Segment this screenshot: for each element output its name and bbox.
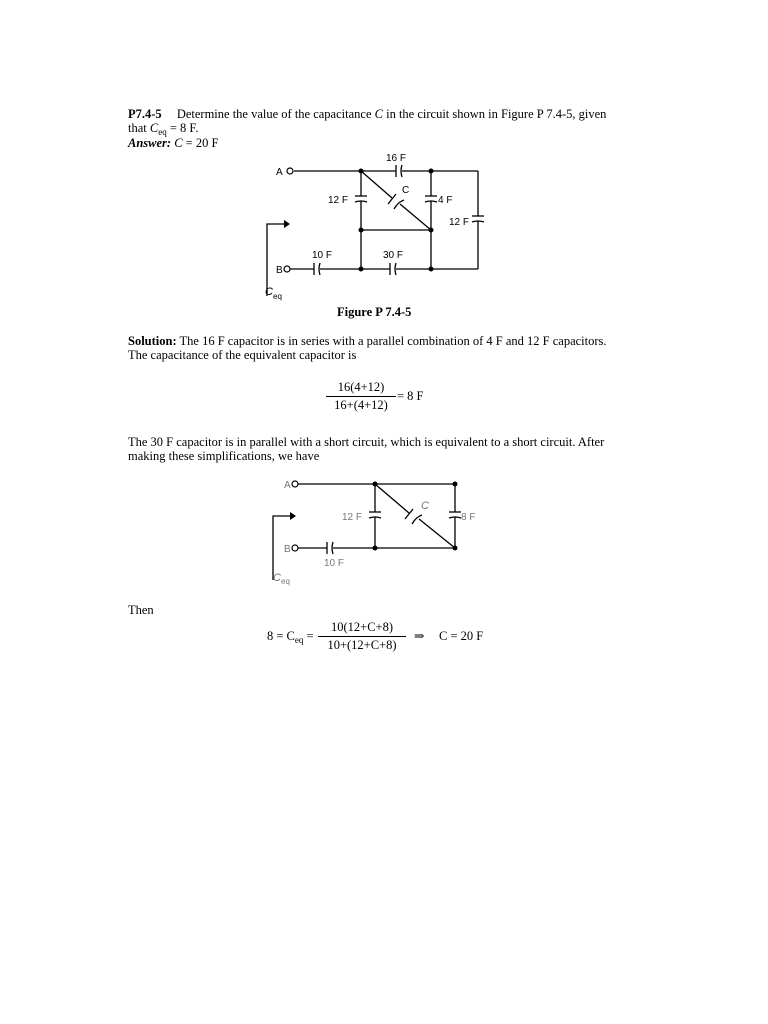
equation-2-fraction [318,620,406,653]
problem-var-c: C [374,107,383,121]
fig1-ceq-sub: eq [273,292,282,301]
fig1-cap-c: C [402,185,410,196]
equation-1-fraction [326,380,396,413]
fig2-node-a: A [284,480,291,491]
problem-ceq: C [149,121,159,135]
eq2-lhs [267,630,314,647]
answer-label: Answer: [128,136,172,150]
eq2-lhs-main: 8 = C [267,629,295,643]
fig1-cap-30: 30 F [383,250,404,261]
eq2-denominator: 10+(12+C+8) [327,638,397,652]
eq2-lhs-sub: eq [294,635,304,645]
eq1-numerator: 16(4+12) [337,380,385,394]
fig2-cap-8: 8 F [461,512,476,523]
circuit-figure-1 [250,146,500,306]
fig1-node-a: A [276,167,283,178]
problem-line-1 [128,108,606,121]
fig1-node-b: B [276,265,283,276]
answer-line [128,137,218,150]
fig1-cap-4: 4 F [438,195,453,206]
problem-text-3b: = 8 F. [166,121,199,135]
fig1-cap-12-left: 12 F [328,195,349,206]
ceq-arrow-head-2 [290,512,296,520]
fig2-cap-c: C [421,500,429,512]
problem-text-1: Determine the value of the capacitance [176,107,375,121]
eq2-equals: = [303,629,314,643]
fig2-ceq-sub: eq [281,577,290,586]
solution-line-4: making these simplifications, we have [128,449,320,463]
solution-text-1: The 16 F capacitor is in series with a parallel combination of 4 F and 12 F capacitors. [176,334,607,348]
fig1-cap-12-right: 12 F [449,217,470,228]
answer-var: C [171,136,183,150]
fig1-cap-16: 16 F [386,153,407,164]
circuit-figure-2 [265,474,495,589]
problem-text-3a: that [128,121,150,135]
eq2-result: C = 20 F [439,629,484,643]
eq1-rhs: = 8 F [397,389,424,403]
fig2-cap-10: 10 F [324,558,345,569]
solution-line-3: The 30 F capacitor is in parallel with a short circuit, which is equivalent to a short circuit. After [128,435,605,449]
eq1-denominator: 16+(4+12) [334,398,388,412]
ceq-arrow-head-1 [284,220,290,228]
fig2-cap-12: 12 F [342,512,363,523]
fig1-cap-10: 10 F [312,250,333,261]
figure-1-caption: Figure P 7.4-5 [337,305,412,319]
eq2-arrow: ⇒ [414,629,425,643]
then-label: Then [128,603,154,617]
problem-ceq-sub: eq [158,127,167,137]
solution-label: Solution: [128,334,177,348]
fig1-ceq: C [265,286,273,298]
solution-line-1 [128,335,607,348]
eq2-numerator: 10(12+C+8) [330,620,393,634]
fig2-ceq: C [273,572,281,584]
fig2-node-b: B [284,544,291,555]
problem-text-2: in the circuit shown in Figure P 7.4-5, given [382,107,607,121]
solution-line-2: The capacitance of the equivalent capacitor is [128,348,357,362]
answer-value: = 20 F [182,136,219,150]
problem-id: P7.4-5 [128,107,162,121]
